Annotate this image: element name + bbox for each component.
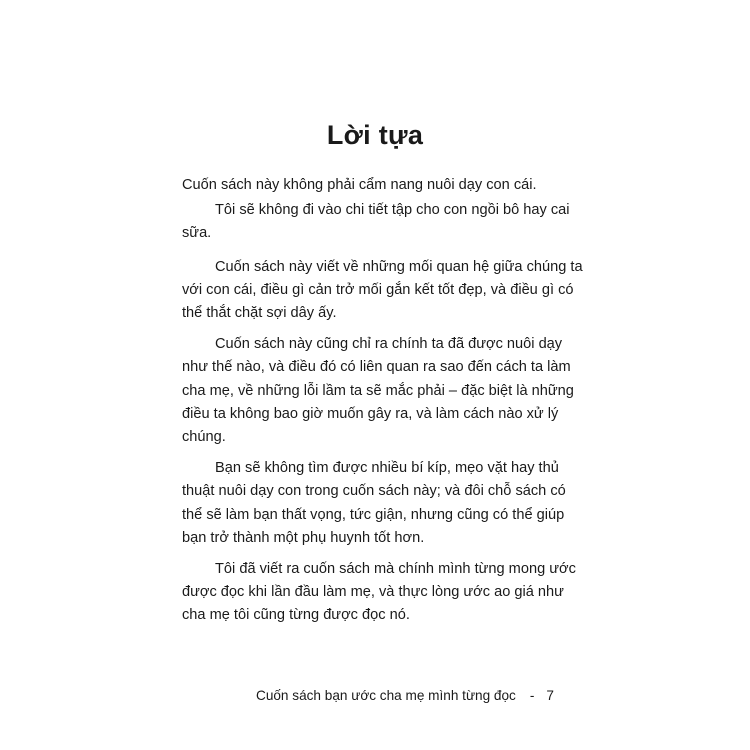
page-footer <box>256 688 554 703</box>
footer-separator: - <box>529 688 535 703</box>
paragraph-6: Tôi đã viết ra cuốn sách mà chính mình từng mong ước được đọc khi lần đầu làm mẹ, và thực lòng ước ao giá như cha mẹ tôi cũng từng được đọc nó. <box>182 561 576 624</box>
page-number: 7 <box>546 688 554 703</box>
page-title: Lời tựa <box>326 120 424 150</box>
paragraph-1: Cuốn sách này không phải cẩm nang nuôi dạy con cái. <box>182 177 537 193</box>
body-text <box>182 174 586 636</box>
paragraph-3: Cuốn sách này viết về những mối quan hệ giữa chúng ta với con cái, điều gì cản trở mối gắn kết tốt đẹp, và điều gì có thể thắt chặt sợi dây ấy. <box>182 258 583 322</box>
paragraph-2: Tôi sẽ không đi vào chi tiết tập cho con ngồi bô hay cai sữa. <box>182 202 570 242</box>
running-title: Cuốn sách bạn ước cha mẹ mình từng đọc <box>256 688 516 703</box>
paragraph-4: Cuốn sách này cũng chỉ ra chính ta đã được nuôi dạy như thế nào, và điều đó có liên quan ra sao đến cách ta làm cha mẹ, về những lỗi lầm ta sẽ mắc phải – đặc biệt là những điều ta không bao giờ muốn gây ra, và làm cách nào xử lý chúng. <box>182 336 574 446</box>
paragraph-5: Bạn sẽ không tìm được nhiều bí kíp, mẹo vặt hay thủ thuật nuôi dạy con trong cuốn sách này; và đôi chỗ sách có thể sẽ làm bạn thất vọng, tức giận, nhưng cũng có thể giúp bạn trở thành một phụ huynh tốt hơn. <box>182 460 566 546</box>
